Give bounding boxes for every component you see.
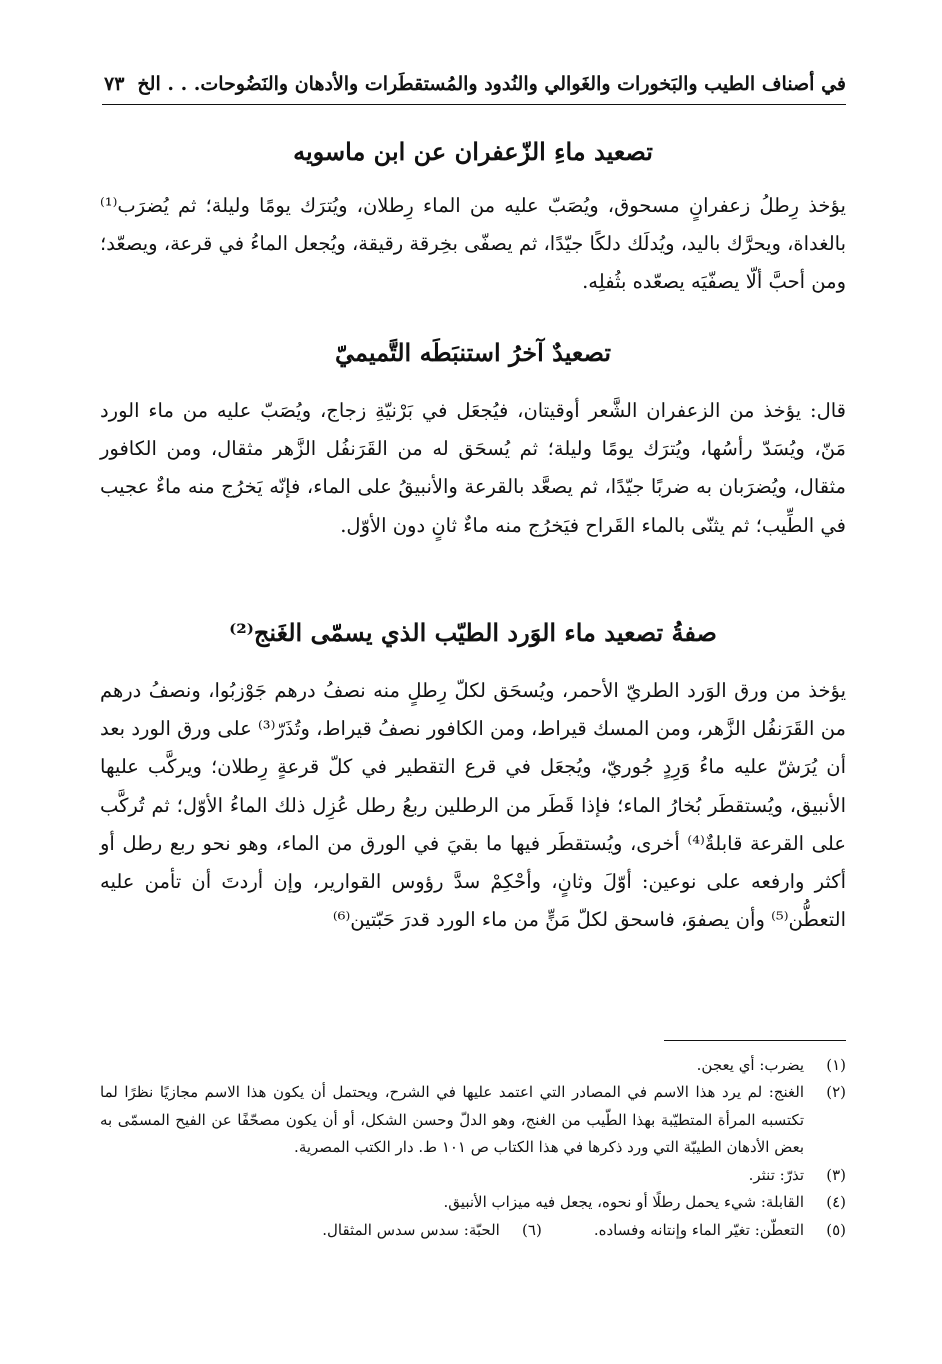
section-paragraph-tamimi-method: قال: يؤخذ من الزعفران الشَّعر أوقيتان، فيُجعَل في بَرْنيّةِ زجاج، ويُصَبّ عليه من ماء الورد مَنّ، ويُسَدّ رأسُها، ويُترَك يومًا وليلة؛ ثم يُسحَق له من القَرَنفُل الزَّهر مثقال، ومن الكافور مثقال، ويُضرَبان به ضربًا جيّدًا، ثم يصعَّد بالقرعة والأنبيقُ على الماء، فإنّه يَخرُج منه ماءٌ عجيب في الطِّيب؛ ثم يثنّى بالماء القَراح فيَخرُج منه ماءٌ ثانٍ دون الأوّل. — [100, 399, 846, 537]
footnote-6 — [322, 1217, 542, 1244]
section-paragraph-saffron-ibn-masawayh: يؤخذ رِطلُ زعفرانٍ مسحوق، ويُصَبّ عليه من الماء رِطلان، ويُترَك يومًا وليلة؛ ثم يُضرَب⁽¹⁾ بالغداة، ويحرَّك باليد، ويُدلَك دلكًا جيّدًا، ثم يصفّى بخِرقة رقيقة، ويُجعل الماءُ في قرعة، ويصعّد؛ ومن أحبَّ ألّا يصفّيَه يصعّده بثُفلِه. — [100, 194, 846, 294]
section-paragraph-rose-water: يؤخذ من ورق الوَرد الطريّ الأحمر، ويُسحَق لكلّ رِطلٍ منه نصفُ درهم جَوْزبُوا، ونصفُ درهم من القَرَنفُل الزَّهر، ومن المسك قيراط، ومن الكافور نصفُ قيراط، وتُذَرّ⁽³⁾ على ورق الورد بعد أن يُرَشّ عليه ماءُ وَرِدٍ جُوريّ، ويُجعَل في قرع التقطير في كلّ قرعةٍ رِطلان؛ ويركَّب عليها الأنبيق، ويُستقطَر بُخارُ الماء؛ فإذا قَطَر من الرطلين ربعُ رطل عُزِل ذلك الماءُ الأوّل؛ ثم تُركَّب على القرعة قابلةٌ⁽⁴⁾ أخرى، ويُستقطَر فيها ما بقيَ في الورق من الماء، وهو نحو ربع رطل أو أكثر وارفعه على نوعين: أوّلَ وثانٍ، وأحْكِمْ سدَّ رؤوس القوارير، وإن أردتَ أن تأمن عليه التعطُّن⁽⁵⁾ وأن يصفوَ، فاسحق لكلّ مَنٍّ من ماء الورد قدرَ حَبّتين⁽⁶⁾ — [100, 679, 847, 932]
footnote-text: الغنج: لم يرد هذا الاسم في المصادر التي اعتمد عليها في الشرح، ويحتمل أن يكون هذا الاسم مجازيًا نظرًا لما تكتسبه المرأة المتطيّبة بهذا الطّيب من الغنج، وهو الدلّ وحسن الشكل، أو أن يكون مصحّفًا عن الفيح المسمّى به بعض الأدهان الطيبّة التي ورد ذكرها في هذا الكتاب ص ١٠١ ط. دار الكتب المصرية. — [100, 1083, 804, 1157]
footnote-rule — [664, 1040, 846, 1041]
page-number: ٧٣ — [104, 73, 125, 95]
section-heading-tamimi-method: تصعيدٌ آخرُ استنبَطَه التَّميميّ — [335, 338, 611, 367]
page-header — [104, 66, 846, 102]
footnote-2 — [100, 1079, 846, 1161]
footnote-number: (٦) — [522, 1220, 542, 1239]
footnote-1 — [100, 1052, 846, 1079]
running-title: في أصناف الطيب والبَخورات والغَوالي والنُدود والمُستقطَرات والأدهان والنَضُوحات. . . الخ — [137, 73, 846, 95]
footnote-text: تذرّ: تنثر. — [748, 1165, 804, 1184]
header-rule — [102, 104, 846, 105]
footnote-number: (٣) — [826, 1165, 846, 1184]
footnote-3 — [100, 1162, 846, 1189]
footnote-number: (٢) — [826, 1083, 846, 1102]
footnote-text: القابلة: شيء يحمل رطلًا أو نحوه، يجعل فيه ميزاب الأنبيق. — [443, 1193, 804, 1212]
footnote-row-5-6 — [100, 1217, 846, 1244]
footnotes — [100, 1052, 846, 1244]
section-heading-saffron-ibn-masawayh: تصعيد ماءِ الزّعفران عن ابن ماسويه — [293, 137, 653, 166]
footnote-text: التعطّن: تغيّر الماء وإنتانه وفساده. — [593, 1220, 804, 1239]
footnote-text: الحبّة: سدس سدس المثقال. — [322, 1220, 500, 1239]
footnote-number: (٥) — [826, 1220, 846, 1239]
footnote-number: (١) — [826, 1056, 846, 1074]
footnote-text: يضرب: أي يعجن. — [696, 1056, 804, 1074]
footnote-4 — [100, 1189, 846, 1216]
section-heading-rose-water: صفةُ تصعيد ماء الوَرد الطيّب الذي يسمّى الغَنج⁽²⁾ — [229, 618, 717, 647]
footnote-5 — [594, 1217, 846, 1244]
footnote-number: (٤) — [826, 1193, 846, 1212]
